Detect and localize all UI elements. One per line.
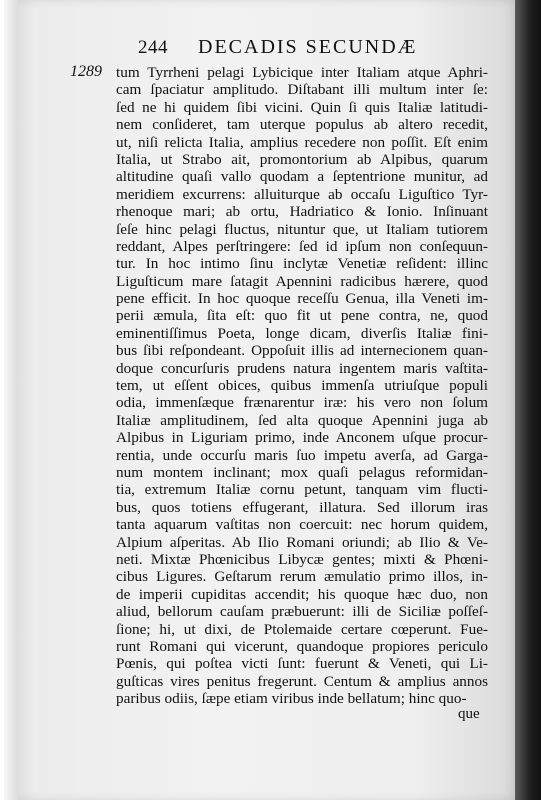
text-line: meridiem excurrens: alluiturque ab occaſu Liguſtico Tyr- [116, 185, 488, 203]
text-line: neti. Mixtæ Phœnicibus Libycæ gentes; mixti & Phœni- [116, 550, 488, 568]
text-line: nem conſideret, tam uterque populus ab altero recedit, [116, 116, 488, 134]
text-line: guſticas vires penitus fregerunt. Centum & amplius annos [116, 672, 488, 690]
text-line: de imperii cupiditas accendit; his quoque hæc duo, non [116, 585, 488, 603]
text-line: rhenoque mari; ab ortu, Hadriatico & Ionio. Inſinuant [116, 203, 488, 221]
text-line: aliud, bellorum cauſam præbuerunt: illi de Siciliæ poſſeſ- [116, 603, 488, 621]
text-line: pene efficit. In hoc quoque receſſu Genua, illa Veneti im- [116, 290, 488, 308]
text-line: tia, extremum Italiæ cornu petunt, tanquam vim flucti- [116, 481, 488, 499]
catchword: que [458, 706, 480, 722]
text-line: paribus odiis, ſæpe etiam viribus inde bellatum; hinc quo- [116, 690, 467, 708]
scan-border [515, 0, 541, 800]
text-line: Alpium aſperitas. Ab Ilio Romani oriundi; ab Ilio & Ve- [116, 533, 488, 551]
text-line: odia, immenſæque frænarentur iræ: his vero non ſolum [116, 394, 488, 412]
text-line: Italia, ut Strabo ait, promontorium ab Alpibus, quarum [116, 150, 488, 168]
text-line: Pœnis, qui poſtea victi ſunt: fuerunt & Veneti, qui Li- [116, 655, 488, 673]
text-line: eminentiſſimus Poeta, longe dicam, diverſis Italiæ fini- [116, 324, 488, 342]
text-line: tur. In hoc intimo ſinu inclytæ Venetiæ reſident: illinc [116, 255, 488, 273]
text-line: bus, quos totiens effugerant, illatura. Sed illorum iras [116, 498, 488, 516]
text-line: runt Romani qui vicerunt, quandoque propiores periculo [116, 637, 488, 655]
marginal-year: 1289 [70, 63, 102, 80]
text-line: Alpibus in Liguriam primo, inde Anconem uſque procur- [116, 429, 488, 447]
text-line: doque concurſuris prudens natura ingentem maris vaſtita- [116, 359, 488, 377]
text-line: tanta aquarum vaſtitas non coercuit: nec horum quidem, [116, 516, 488, 534]
text-line: cam ſpaciatur amplitudo. Diſtabant illi multum inter ſe: [116, 81, 488, 99]
text-line: perii æmula, ſita eſt: quo fit ut pene contra, ne, quod [116, 307, 488, 325]
text-line: Italiæ amplitudinem, ſed alta quoque Apennini juga ab [116, 411, 488, 429]
running-title: DECADIS SECUNDÆ [198, 36, 418, 58]
body-text [116, 64, 488, 707]
text-line: ut, niſi relicta Italia, amplius recedere non poſſit. Eſt enim [116, 133, 488, 151]
text-line: tum Tyrrheni pelagi Lybicique inter Italiam atque Aphri- [116, 64, 488, 81]
page-gutter [4, 0, 18, 800]
text-line: tem, ut eſſent obices, quibus immenſa utriuſque populi [116, 377, 488, 395]
text-line: ſed ne hi quidem ſibi vicini. Quin ſi quis Italiæ latitudi- [116, 98, 488, 116]
book-page [4, 0, 518, 800]
text-line: num montem inclinant; mox quaſi pelagus reformidan- [116, 463, 488, 481]
text-line: ſeſe hinc pelagi fluctus, nituntur que, ut Italiam tutiorem [116, 220, 488, 238]
text-line: bus ſibi reſpondeant. Oppoſuit illis ad internecionem quan- [116, 342, 488, 360]
page-header [138, 36, 518, 59]
page-number: 244 [138, 37, 168, 58]
text-line: altitudine quaſi vallo quodam a ſeptentrione munitur, ad [116, 168, 488, 186]
text-line: rentia, unde occurſu maris ſuo impetu averſa, ad Garga- [116, 446, 488, 464]
text-line: Liguſticum mare ſatagit Apennini radicibus hærere, quod [116, 272, 488, 290]
text-line: ſione; hi, ut dixi, de Ptolemaide certare cœperunt. Fue- [116, 620, 488, 638]
text-line: cibus Ligures. Geſtarum rerum æmulatio primo illos, in- [116, 568, 488, 586]
text-line: reddant, Alpes perſtringere: ſed id ipſum non conſequun- [116, 237, 488, 255]
